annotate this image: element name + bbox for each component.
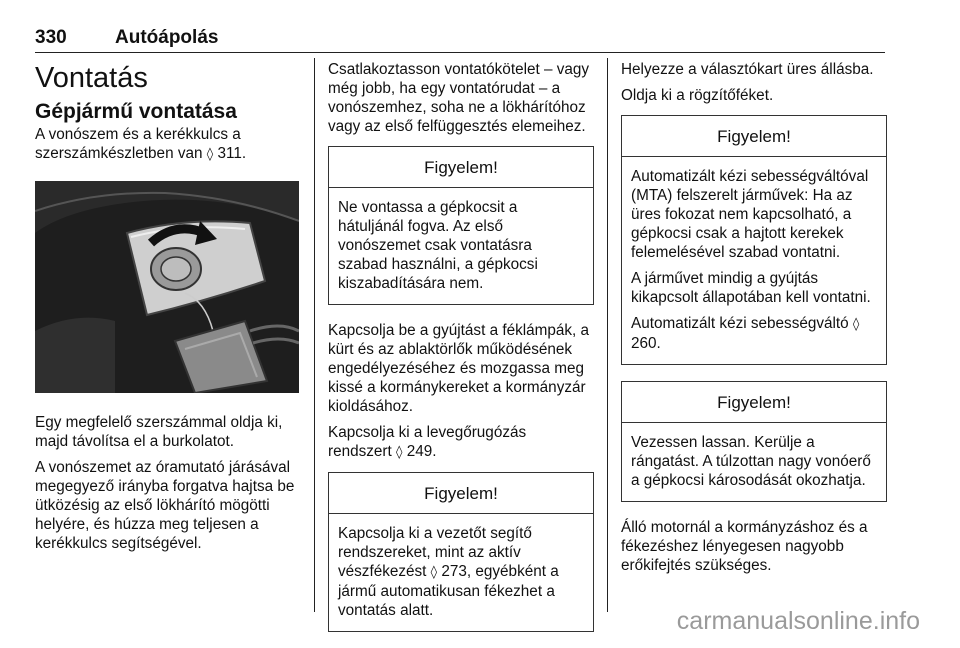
watermark: carmanualsonline.info	[676, 607, 920, 635]
warning-box-4	[621, 381, 887, 502]
paragraph-engine-off: Álló motornál a kormányzáshoz és a fékezéshez lényegesen nagyobb erőkifejtés szükséges.	[621, 519, 868, 574]
page-ref-link[interactable]: 311.	[217, 145, 247, 162]
column-divider-1	[314, 58, 315, 612]
page-header	[35, 27, 885, 52]
column-3	[621, 60, 887, 582]
warning-text: Automatizált kézi sebességváltó ◊ 260.	[631, 315, 860, 352]
paragraph-air-suspension: Kapcsolja ki a levegőrugózás rendszert ◊ 249.	[328, 424, 527, 460]
page-ref-icon: ◊	[852, 317, 860, 332]
page-number: 330	[35, 27, 67, 48]
warning-box-1	[328, 146, 594, 305]
page-ref-icon: ◊	[430, 565, 438, 580]
warning-text: Kapcsolja ki a vezetőt segítő rendszereket, mint az aktív vészfékezést ◊ 273, egyébként a jármű automatikusan fékezhet a vontatás alatt.	[338, 525, 559, 619]
warning-heading: Figyelem!	[329, 147, 593, 188]
warning-heading: Figyelem!	[329, 473, 593, 514]
bumper-cover-drawing-icon	[35, 181, 299, 393]
paragraph-attach-rope: Csatlakoztasson vontatókötelet – vagy még jobb, ha egy vontatórudat – a vonószemhez, soha ne a lökhárítóhoz vagy az első felfüggesztés elemeihez.	[328, 61, 590, 135]
tow-eye-cover-illustration	[35, 181, 299, 393]
paragraph-screw-in-eye: A vonószemet az óramutató járásával megegyező irányba forgatva hajtsa be ütközésig az első lökhárító mögötti helyére, és húzza meg teljesen a kerékkulcs segítségével.	[35, 459, 295, 552]
warning-text: Ne vontassa a gépkocsit a hátuljánál fogva. Az első vonószemet csak vontatásra szabad használni, a gépkocsi kiszabadítására nem.	[338, 199, 538, 292]
paragraph-ignition: Kapcsolja be a gyújtást a féklámpák, a kürt és az ablaktörlők működésének engedélyezéséhez és mozgassa meg kissé a kormánykereket a kormányzár kioldásához.	[328, 322, 590, 415]
column-1	[35, 60, 301, 560]
intro-paragraph: A vonószem és a kerékkulcs a szerszámkészletben van ◊ 311.	[35, 126, 247, 162]
paragraph-remove-cover: Egy megfelelő szerszámmal oldja ki, majd távolítsa el a burkolatot.	[35, 414, 283, 450]
warning-heading: Figyelem!	[622, 116, 886, 157]
paragraph-parking-brake: Oldja ki a rögzítőféket.	[621, 87, 774, 104]
section-title: Autóápolás	[115, 27, 219, 48]
page-ref-link[interactable]: 260.	[631, 335, 661, 352]
warning-box-3	[621, 115, 887, 365]
header-divider	[35, 52, 885, 53]
warning-text: A járművet mindig a gyújtás kikapcsolt állapotában kell vontatni.	[631, 270, 871, 306]
column-2	[328, 60, 594, 648]
page-ref-link[interactable]: 273	[441, 563, 467, 580]
page-ref-link[interactable]: 249.	[406, 443, 437, 460]
section-heading: Gépjármű vontatása	[35, 100, 237, 123]
warning-box-2	[328, 472, 594, 632]
warning-text: Vezessen lassan. Kerülje a rángatást. A túlzottan nagy vonóerő a gépkocsi károsodását okozhatja.	[631, 434, 871, 489]
warning-text: Automatizált kézi sebességváltóval (MTA) felszerelt járművek: Ha az üres fokozat nem kapcsolható, a gépkocsi csak a hajtott kerekek felemelésével szabad vontatni.	[631, 168, 869, 261]
warning-heading: Figyelem!	[622, 382, 886, 423]
column-divider-2	[607, 58, 608, 612]
page-ref-icon: ◊	[206, 147, 214, 162]
page-ref-icon: ◊	[396, 445, 403, 460]
paragraph-neutral: Helyezze a választókart üres állásba.	[621, 61, 874, 78]
chapter-title: Vontatás	[35, 62, 148, 94]
